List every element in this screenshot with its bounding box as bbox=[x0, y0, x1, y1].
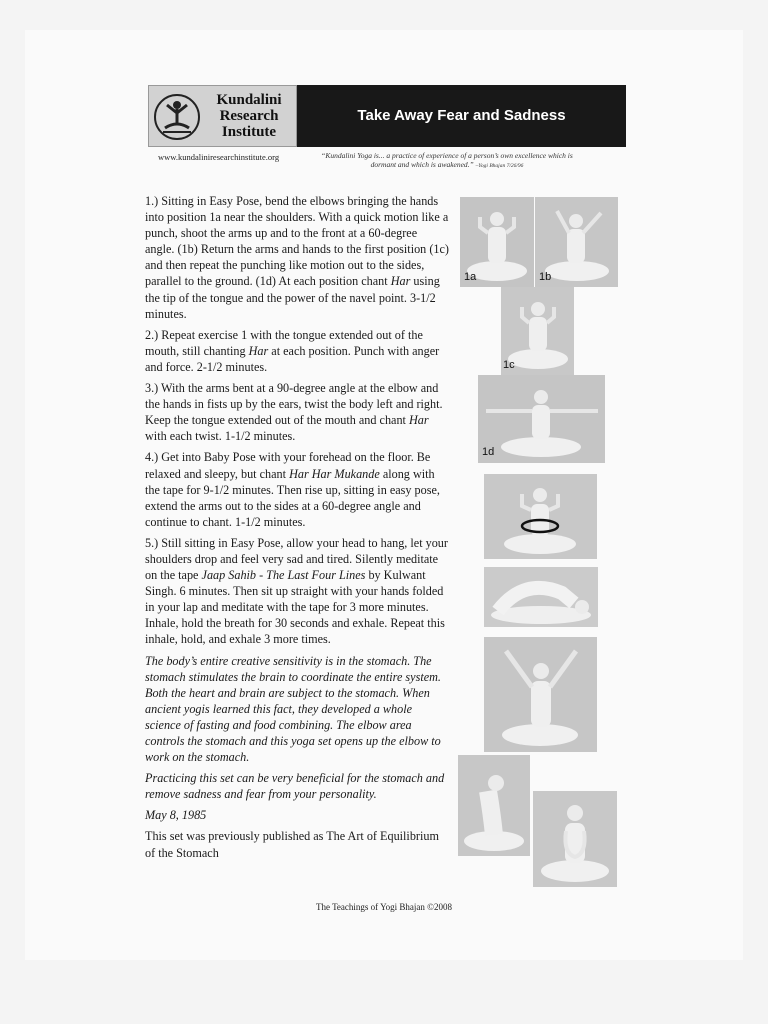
photo-baby-pose bbox=[484, 567, 598, 627]
set-date: May 8, 1985 bbox=[145, 808, 207, 823]
pose-1d-image bbox=[478, 375, 605, 463]
exercise-5: 5.) Still sitting in Easy Pose, allow your head to hang, let your shoulders drop and feel very sad and tired. Silently meditate on the tape Jaap Sahib - The Last Four Lines by Kulwant Singh. 6 minutes. Then sit up straight with your hands folded in your lap and meditate with the tape for 3 more minutes. Inhale, hold the breath for 30 seconds and exhale. Repeat this inhale, hold, and exhale 3 more times. bbox=[145, 535, 448, 647]
publication-note: This set was previously published as The Art of Equilibrium of the Stomach bbox=[145, 829, 439, 860]
photo-label-1c: 1c bbox=[503, 359, 515, 371]
photo-label-1a: 1a bbox=[464, 271, 477, 283]
exercise-4: 4.) Get into Baby Pose with your forehead on the floor. Be relaxed and sleepy, but chant Har Har Mukande along with the tape for 9-1/2 minutes. Then rise up, sitting in easy pose, extend the arms out to the sides at a 60-degree angle and continue to chant. 1-1/2 minutes. bbox=[145, 450, 440, 529]
header-quote: “Kundalini Yoga is... a practice of experience of a person’s own excellence which is dormant and which is awakened.” –Yogi Bhajan 7/26/96 bbox=[321, 151, 573, 169]
photo-final-meditation bbox=[533, 791, 617, 887]
photo-arms-60-degrees bbox=[484, 637, 597, 752]
commentary-benefit: Practicing this set can be very beneficial for the stomach and remove sadness and fear from your personality. bbox=[145, 771, 445, 802]
commentary-stomach: The body’s entire creative sensitivity is in the stomach. The stomach stimulates the brain to coordinate the entire system. Both the heart and brain are subject to the stomach. When ancient yogis learned this fact, they developed a whole science of fasting and food combining. The elbow area controls the stomach and this yoga set opens up the elbow to work on the stomach. bbox=[145, 653, 441, 765]
meditating-figure-logo-icon bbox=[153, 92, 201, 142]
pose-twist-image bbox=[484, 474, 597, 559]
page-title: Take Away Fear and Sadness bbox=[357, 107, 566, 124]
kri-logo bbox=[148, 85, 297, 147]
pose-meditation-image bbox=[533, 791, 617, 887]
pose-arms-up-image bbox=[484, 637, 597, 752]
exercise-1: 1.) Sitting in Easy Pose, bend the elbows bringing the hands into position 1a near the shoulders. With a quick motion like a punch, shoot the arms up and to the front at a 60-degree angle. (1b) Return the arms and hands to the first position (1c) and then repeat the punching like motion out to the sides, parallel to the ground. (1d) At each position chant Har using the tip of the tongue and the power of the navel point. 3-1/2 minutes. bbox=[145, 194, 449, 321]
org-name: Kundalini Research Institute bbox=[216, 92, 282, 140]
website-url[interactable]: www.kundaliniresearchinstitute.org bbox=[158, 152, 280, 162]
instructions-column bbox=[145, 193, 449, 866]
pose-sad-image bbox=[458, 755, 530, 856]
page-footer: The Teachings of Yogi Bhajan ©2008 bbox=[315, 902, 453, 912]
photo-label-1b: 1b bbox=[539, 271, 552, 283]
photo-label-1d: 1d bbox=[482, 446, 495, 458]
photo-1d bbox=[478, 375, 605, 463]
exercise-3: 3.) With the arms bent at a 90-degree angle at the elbow and the hands in fists up by the ears, twist the body left and right. Keep the tongue extended out of the mouth and chant Har with each twist. 1-1/2 minutes. bbox=[145, 381, 443, 444]
title-bar bbox=[297, 85, 626, 147]
exercise-2: 2.) Repeat exercise 1 with the tongue extended out of the mouth, still chanting Har at each position. Punch with anger and force. 2-1/2 minutes. bbox=[145, 327, 440, 374]
pose-baby-image bbox=[484, 567, 598, 627]
photo-exercise-3 bbox=[484, 474, 597, 559]
photo-head-hanging bbox=[458, 755, 530, 856]
quote-attribution: –Yogi Bhajan 7/26/96 bbox=[475, 163, 524, 169]
